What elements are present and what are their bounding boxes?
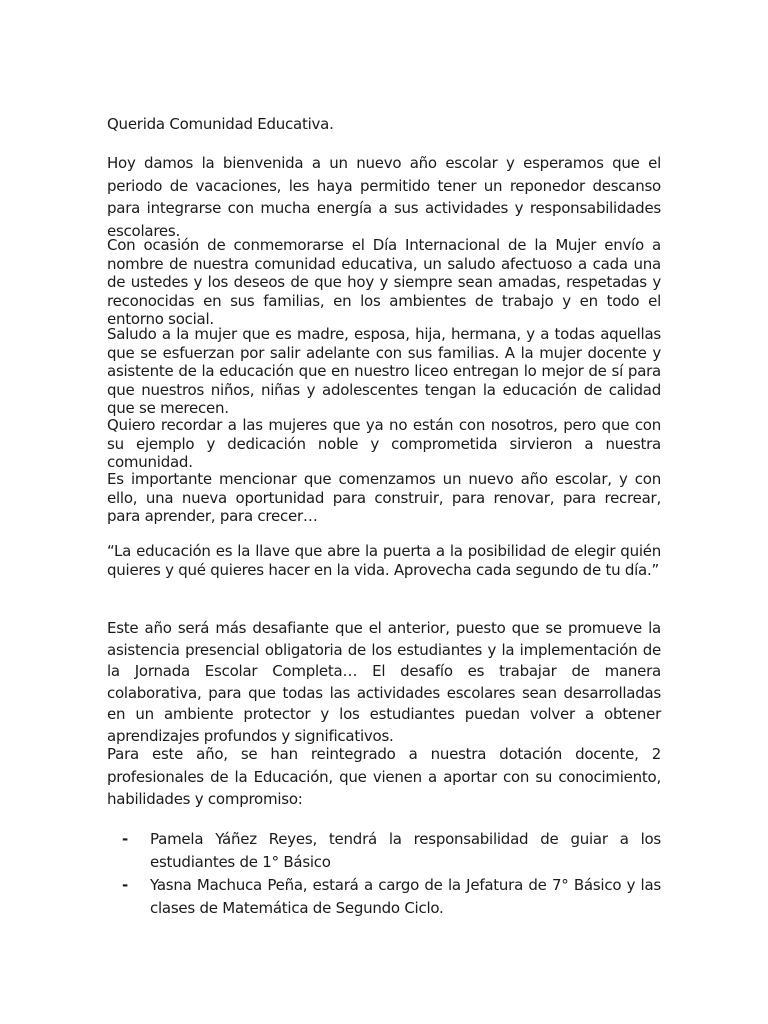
paragraph-staff: Para este año, se han reintegrado a nuestra dotación docente, 2 profesionales de la Educación, que vienen a aportar con su conocimiento, habilidades y compromiso: [107,745,661,808]
letter-greeting: Querida Comunidad Educativa. [107,115,334,133]
bullet-dash: - [122,876,128,894]
list-item-text: Pamela Yáñez Reyes, tendrá la responsabilidad de guiar a los estudiantes de 1° Básico [150,830,661,871]
paragraph-new-year: Es importante mencionar que comenzamos un nuevo año escolar, y con ello, una nueva oportunidad para construir, para renovar, para recrear, para aprender, para crecer… [107,470,661,525]
paragraph-welcome: Hoy damos la bienvenida a un nuevo año escolar y esperamos que el periodo de vacaciones, les haya permitido tener un reponedor descanso para integrarse con mucha energía a sus actividades y responsabilidades escolares. [107,154,661,240]
list-item-text: Yasna Machuca Peña, estará a cargo de la Jefatura de 7° Básico y las clases de Matemática de Segundo Ciclo. [150,876,661,917]
paragraph-challenge: Este año será más desafiante que el anterior, puesto que se promueve la asistencia presencial obligatoria de los estudiantes y la implementación de la Jornada Escolar Completa… El desafío es trabajar de manera colaborativa, para que todas las actividades escolares sean desarrolladas en un ambiente protector y los estudiantes puedan volver a obtener aprendizajes profundos y significativos. [107,619,661,745]
bullet-dash: - [122,830,128,848]
paragraph-remembrance: Quiero recordar a las mujeres que ya no están con nosotros, pero que con su ejemplo y dedicación noble y comprometida sirvieron a nuestra comunidad. [107,416,661,471]
list-item [107,828,661,874]
paragraph-greeting-women: Saludo a la mujer que es madre, esposa, hija, hermana, y a todas aquellas que se esfuerzan por salir adelante con sus familias. A la mujer docente y asistente de la educación que en nuestro liceo entregan lo mejor de sí para que nuestros niños, niñas y adolescentes tengan la educación de calidad que se merecen. [107,325,661,417]
staff-list [107,828,661,920]
paragraph-womens-day: Con ocasión de conmemorarse el Día Internacional de la Mujer envío a nombre de nuestra comunidad educativa, un saludo afectuoso a cada una de ustedes y los deseos de que hoy y siempre sean amadas, respetadas y reconocidas en sus familias, en los ambientes de trabajo y en todo el entorno social. [107,236,661,328]
paragraph-quote: “La educación es la llave que abre la puerta a la posibilidad de elegir quién quieres y qué quieres hacer en la vida. Aprovecha cada segundo de tu día.” [107,542,661,579]
list-item [107,874,661,920]
